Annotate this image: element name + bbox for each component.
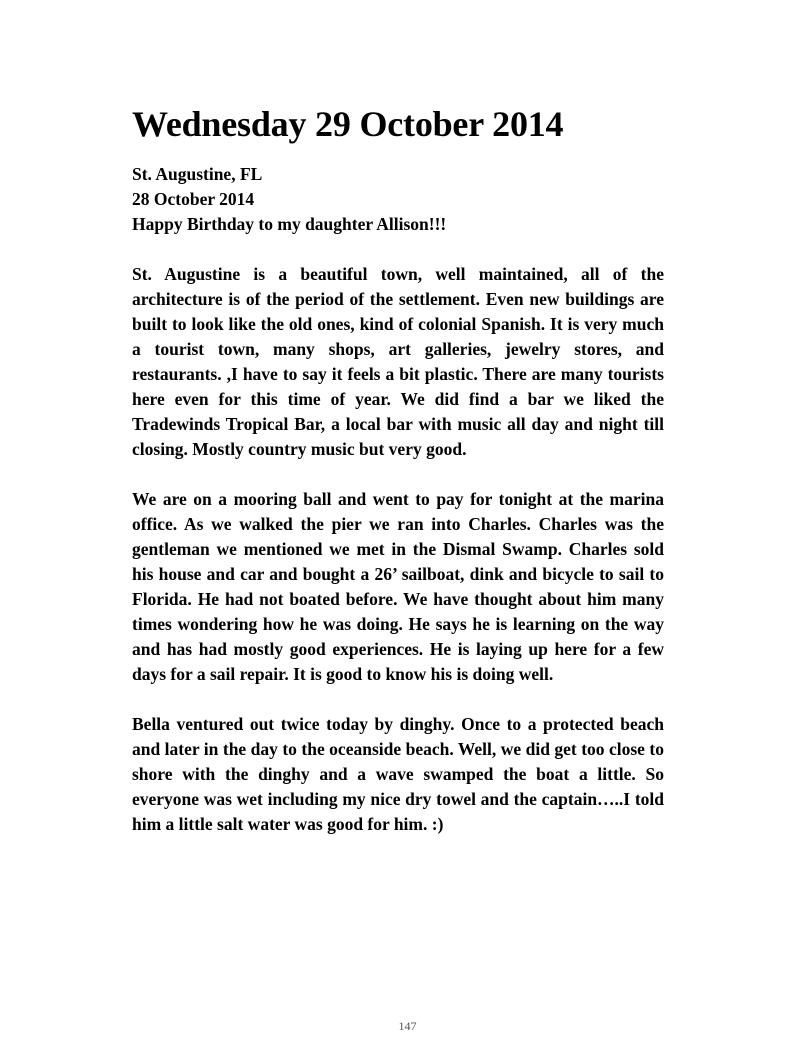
body-paragraph-2: We are on a mooring ball and went to pay for tonight at the marina office. As we walked the pier we ran into Charles. Charles was the gentleman we mentioned we met in the Dismal Swamp. Charles sold his house and car and bought a 26’ sailboat, dink and bicycle to sail to Florida. He had not boated before. We have thought about him many times wondering how he was doing. He says he is learning on the way and has had mostly good experiences. He is laying up here for a few days for a sail repair. It is good to know his is doing well.: [132, 489, 664, 684]
paragraph-spacer: [132, 462, 664, 487]
body-paragraph-3: Bella ventured out twice today by dinghy. Once to a protected beach and later in the day to the oceanside beach. Well, we did get too close to shore with the dinghy and a wave swamped the boat a little. So everyone was wet including my nice dry towel and the captain…..I told him a little salt water was good for him. :): [132, 714, 664, 834]
document-page: [132, 100, 664, 837]
page-title: Wednesday 29 October 2014: [132, 104, 564, 144]
body-paragraph-1: St. Augustine is a beautiful town, well maintained, all of the architecture is of the period of the settlement. Even new buildings are built to look like the old ones, kind of colonial Spanish. It is very much a tourist town, many shops, art galleries, jewelry stores, and restaurants. ,I have to say it feels a bit plastic. There are many tourists here even for this time of year. We did find a bar we liked the Tradewinds Tropical Bar, a local bar with music all day and night till closing. Mostly country music but very good.: [132, 264, 664, 459]
dedication-line: Happy Birthday to my daughter Allison!!!: [132, 214, 447, 234]
page-number: 147: [398, 1019, 417, 1033]
date-line: 28 October 2014: [132, 189, 255, 209]
location-line: St. Augustine, FL: [132, 164, 263, 184]
paragraph-spacer: [132, 687, 664, 712]
paragraph-spacer: [132, 237, 664, 262]
